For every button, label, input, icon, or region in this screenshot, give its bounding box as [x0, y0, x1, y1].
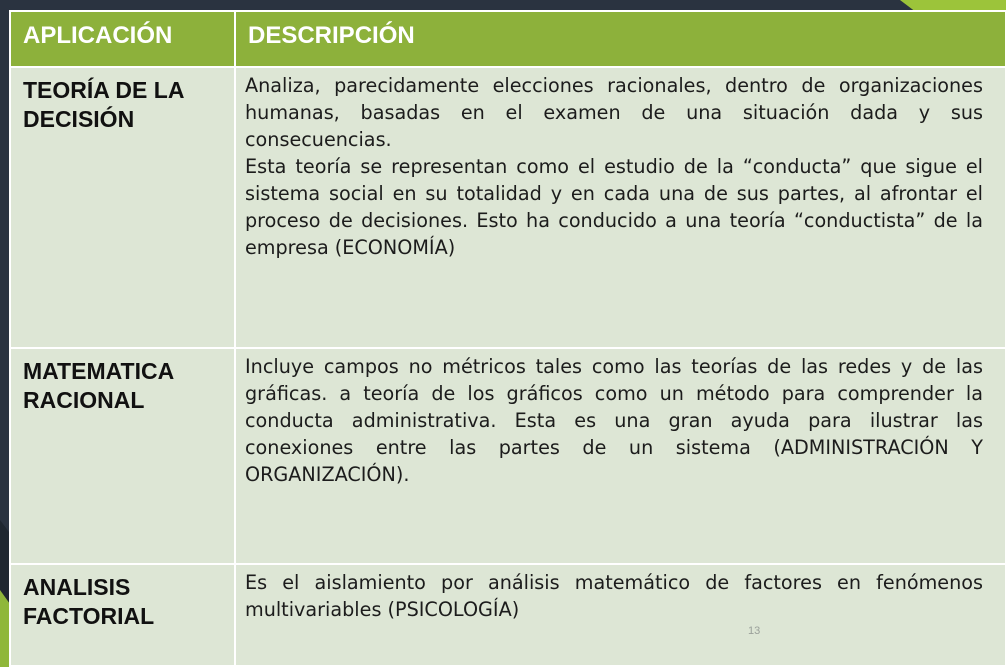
- description-paragraph: Esta teoría se representan como el estudio de la “conducta” que sigue el sistema social en su totalidad y en cada una de sus partes, al afrontar el proceso de decisiones. Esto ha conducido a una teoría “conductista” de la empresa (ECONOMÍA): [245, 155, 983, 259]
- description-paragraph: Es el aislamiento por análisis matemático de factores en fenómenos multivariables (PSICOLOGÍA): [245, 571, 983, 621]
- table-row: [10, 67, 1006, 348]
- description-cell: [235, 348, 1006, 564]
- header-application: APLICACIÓN: [10, 11, 235, 67]
- slide-page-number: 13: [748, 625, 761, 637]
- application-cell: TEORÍA DE LA DECISIÓN: [10, 67, 235, 348]
- description-cell: [235, 67, 1006, 348]
- application-cell: ANALISIS FACTORIAL: [10, 564, 235, 666]
- applications-table: [9, 10, 1006, 667]
- description-paragraph: Incluye campos no métricos tales como las teorías de las redes y de las gráficas. a teoría de los gráficos como un método para comprender la conducta administrativa. Esta es una gran ayuda para ilustrar las conexiones entre las partes de un sistema (ADMINISTRACIÓN Y ORGANIZACIÓN).: [245, 355, 983, 486]
- table-row: [10, 348, 1006, 564]
- application-cell: MATEMATICA RACIONAL: [10, 348, 235, 564]
- header-description: DESCRIPCIÓN: [235, 11, 1006, 67]
- table-row: [10, 564, 1006, 666]
- table-header-row: [10, 11, 1006, 67]
- description-cell: [235, 564, 1006, 666]
- description-paragraph: Analiza, parecidamente elecciones racionales, dentro de organizaciones humanas, basadas en el examen de una situación dada y sus consecuencias.: [245, 74, 983, 151]
